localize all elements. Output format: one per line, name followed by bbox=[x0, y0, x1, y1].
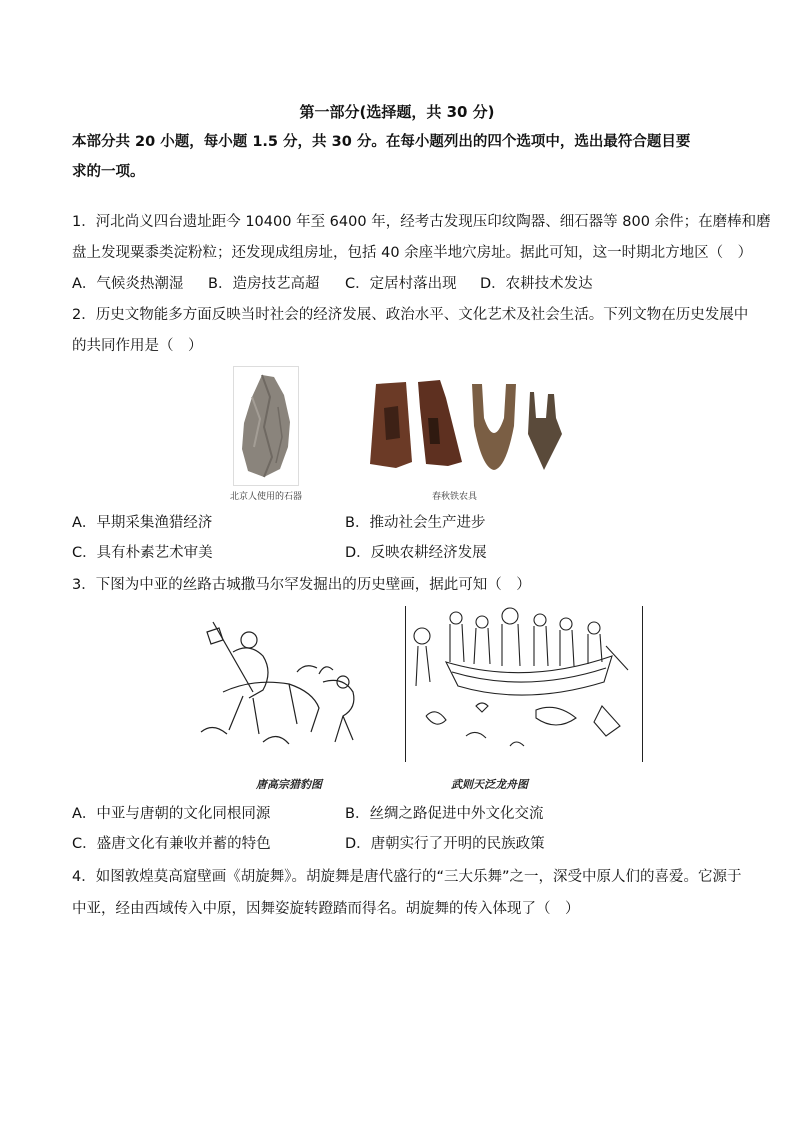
q3-option-d[interactable]: D．唐朝实行了开明的民族政策 bbox=[345, 836, 545, 852]
q1-option-a[interactable]: A．气候炎热潮湿 bbox=[72, 276, 184, 292]
instruction-line-1: 本部分共 20 小题，每小题 1.5 分，共 30 分。在每小题列出的四个选项中，选出最符合题目要 bbox=[72, 134, 691, 150]
q1-stem-line-2: 盘上发现粟黍类淀粉粒；还发现成组房址，包括 40 余座半地穴房址。据此可知，这一时期北方地区（ ） bbox=[72, 245, 753, 261]
q3-option-a[interactable]: A．中亚与唐朝的文化同根同源 bbox=[72, 806, 271, 822]
q2-stem-line-2: 的共同作用是（ ） bbox=[72, 338, 203, 354]
q1-option-c[interactable]: C．定居村落出现 bbox=[345, 276, 457, 292]
q1-option-b[interactable]: B．造房技艺高超 bbox=[208, 276, 320, 292]
stone-tool-image bbox=[233, 366, 299, 486]
q2-stem-line-1: 2．历史文物能多方面反映当时社会的经济发展、政治水平、文化艺术及社会生活。下列文物在历史发展中 bbox=[72, 307, 749, 323]
q2-caption-left: 北京人使用的石器 bbox=[230, 492, 303, 502]
q1-stem-line-1: 1．河北尚义四台遗址距今 10400 年至 6400 年，经考古发现压印纹陶器、细石器等 800 余件；在磨棒和磨 bbox=[72, 214, 771, 230]
q3-option-b[interactable]: B．丝绸之路促进中外文化交流 bbox=[345, 806, 544, 822]
q2-option-a[interactable]: A．早期采集渔猎经济 bbox=[72, 515, 213, 531]
hunting-mural-image bbox=[193, 612, 373, 752]
q3-stem: 3．下图为中亚的丝路古城撒马尔罕发掘出的历史壁画，据此可知（ ） bbox=[72, 577, 531, 593]
q3-caption-right: 武则天泛龙舟图 bbox=[451, 778, 528, 791]
dragon-boat-mural-image bbox=[405, 606, 643, 762]
q4-stem-line-2: 中亚，经由西域传入中原，因舞姿旋转蹬踏而得名。胡旋舞的传入体现了（ ） bbox=[72, 901, 580, 917]
q3-caption-left: 唐高宗猎豹图 bbox=[256, 778, 322, 791]
q3-option-c[interactable]: C．盛唐文化有兼收并蓄的特色 bbox=[72, 836, 271, 852]
q2-option-b[interactable]: B．推动社会生产进步 bbox=[345, 515, 486, 531]
q1-option-d[interactable]: D．农耕技术发达 bbox=[480, 276, 593, 292]
q2-option-d[interactable]: D．反映农耕经济发展 bbox=[345, 545, 487, 561]
q2-caption-right: 春秋铁农具 bbox=[432, 492, 478, 502]
iron-tools-image bbox=[366, 378, 576, 478]
q2-option-c[interactable]: C．具有朴素艺术审美 bbox=[72, 545, 213, 561]
section-title: 第一部分(选择题，共 30 分) bbox=[299, 103, 495, 121]
instruction-line-2: 求的一项。 bbox=[72, 164, 145, 180]
q4-stem-line-1: 4．如图敦煌莫高窟壁画《胡旋舞》。胡旋舞是唐代盛行的“三大乐舞”之一，深受中原人们的喜爱。它源于 bbox=[72, 869, 742, 885]
